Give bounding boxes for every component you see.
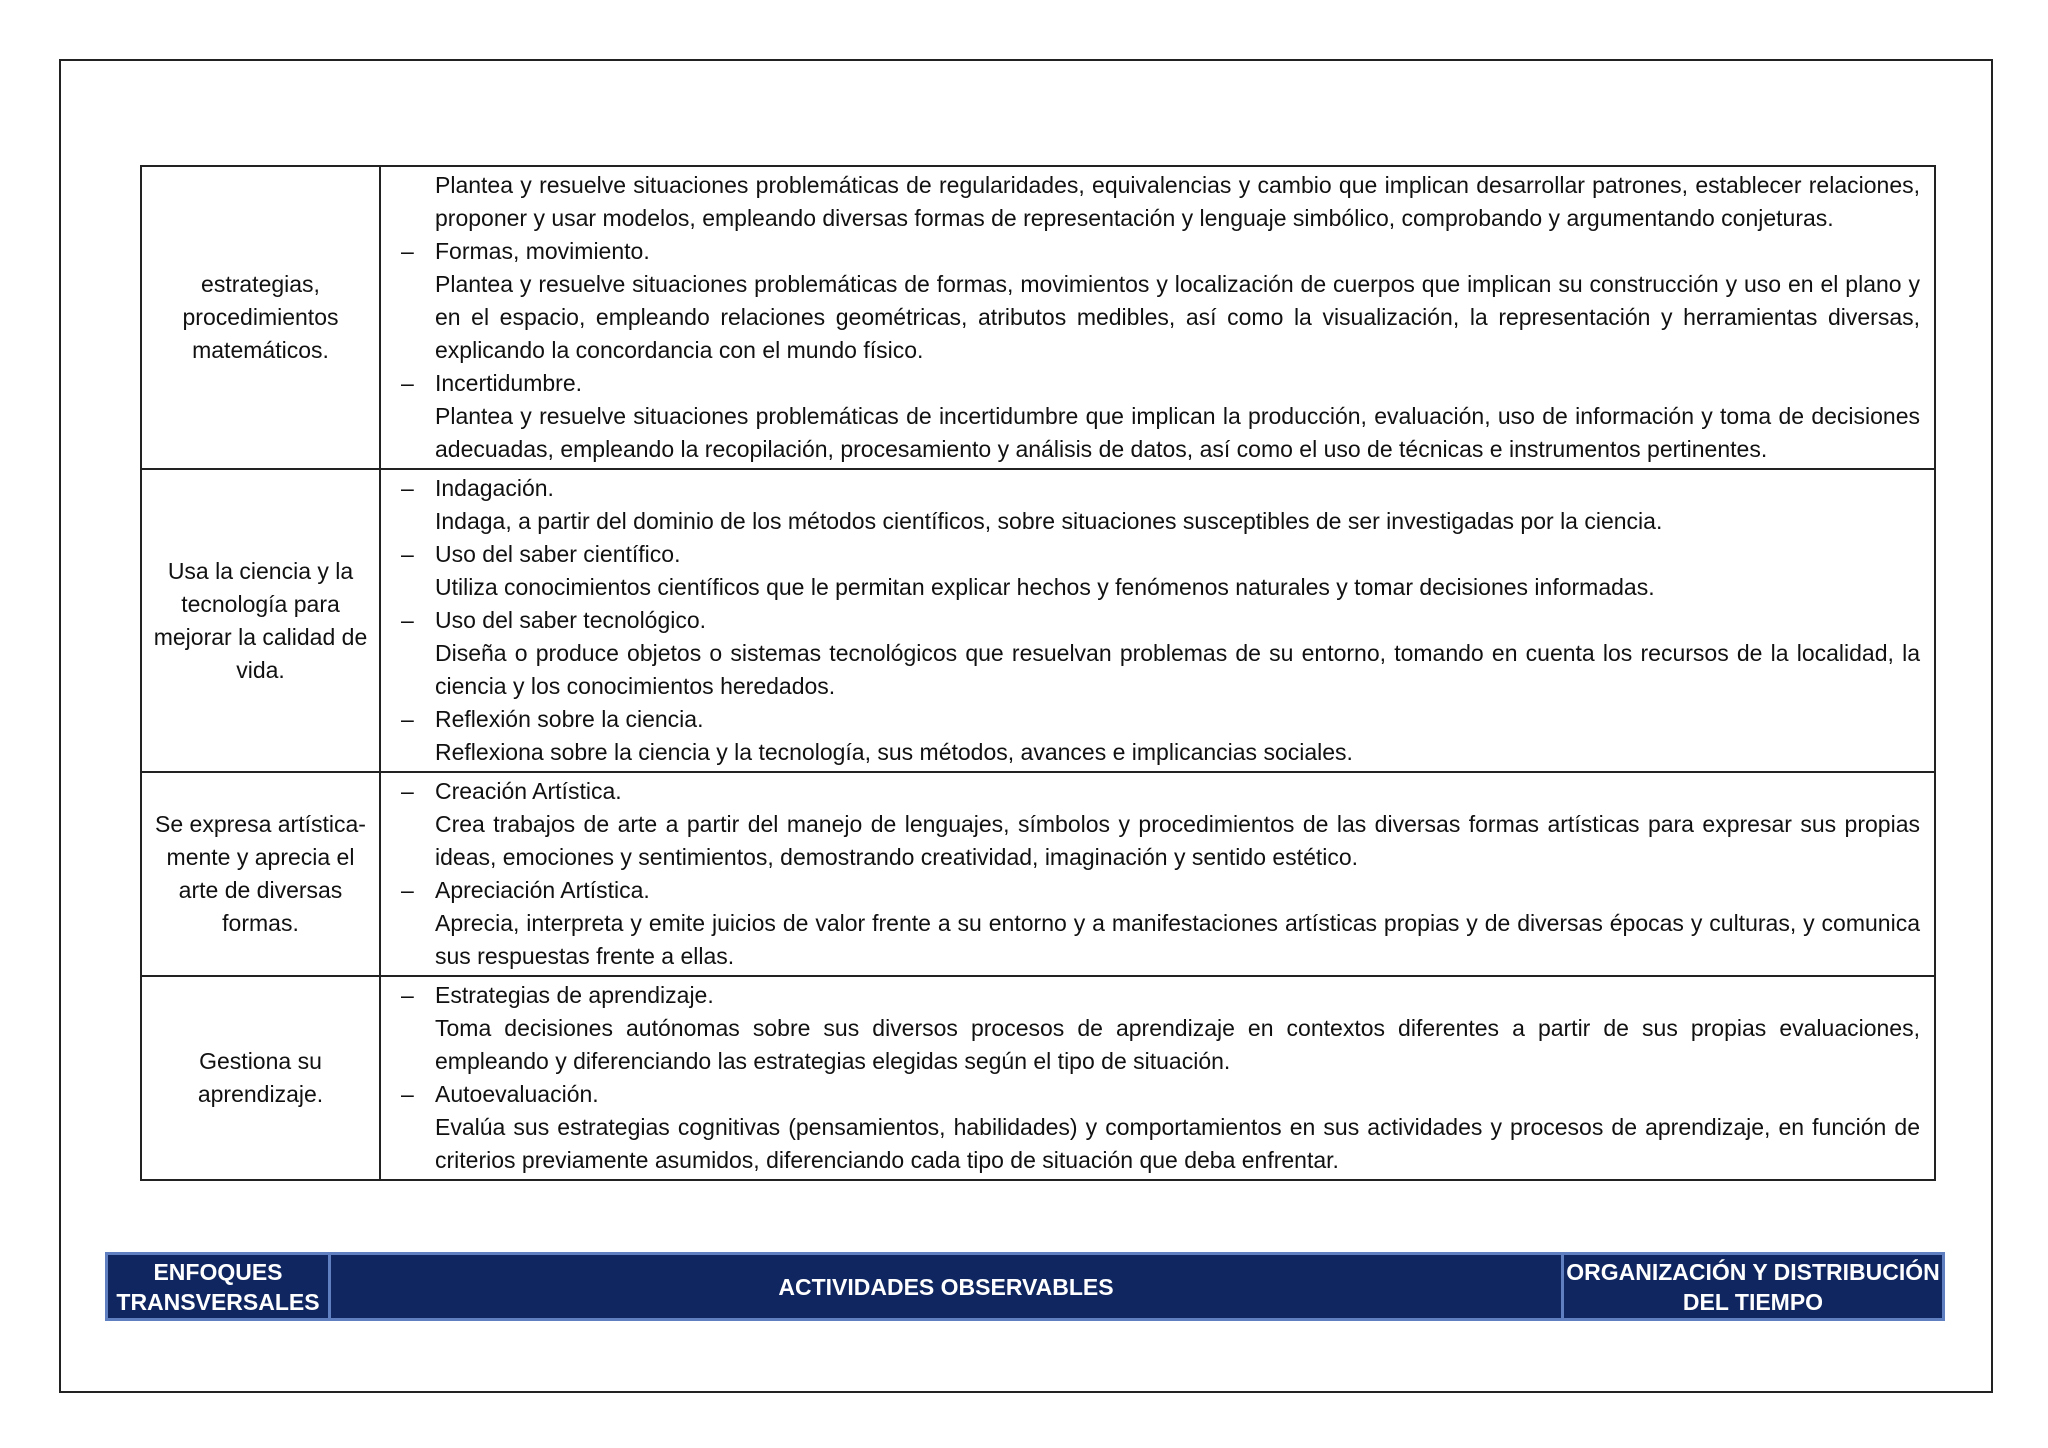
capacity-item (395, 472, 1920, 538)
capacity-title: Uso del saber tecnológico. (435, 607, 707, 633)
competency-name: Gestiona su aprendizaje. (141, 976, 380, 1180)
bullet-dash: – (401, 1081, 414, 1107)
capacity-item (395, 169, 1920, 235)
header-enfoques-transversales: ENFOQUES TRANSVERSALES (108, 1255, 331, 1318)
capacity-text: Plantea y resuelve situaciones problemáticas de regularidades, equivalencias y cambio que implican desarrollar patrones, establecer relaciones, proponer y usar modelos, empleando diversas formas de representación y lenguaje simbólico, comprobando y argumentando conjeturas. (435, 172, 1920, 231)
capacity-item (395, 703, 1920, 769)
bullet-dash: – (401, 607, 414, 633)
capacity-text: Evalúa sus estrategias cognitivas (pensamientos, habilidades) y comportamientos en sus actividades y procesos de aprendizaje, en función de criterios previamente asumidos, diferenciando cada tipo de situación que deba enfrentar. (435, 1114, 1920, 1173)
capacity-title: Apreciación Artística. (435, 877, 650, 903)
bullet-dash: – (401, 982, 414, 1008)
capacity-text: Indaga, a partir del dominio de los métodos científicos, sobre situaciones susceptibles de ser investigadas por la ciencia. (435, 508, 1663, 534)
capacity-title: Formas, movimiento. (435, 238, 650, 264)
capacity-text: Utiliza conocimientos científicos que le permitan explicar hechos y fenómenos naturales y tomar decisiones informadas. (435, 574, 1655, 600)
capacity-item (395, 367, 1920, 466)
capacity-item (395, 775, 1920, 874)
table-row (141, 772, 1935, 976)
capacity-title: Creación Artística. (435, 778, 622, 804)
competency-name: estrategias, procedimientos matemáticos. (141, 166, 380, 469)
capacity-text: Diseña o produce objetos o sistemas tecnológicos que resuelvan problemas de su entorno, tomando en cuenta los recursos de la localidad, la ciencia y los conocimientos heredados. (435, 640, 1920, 699)
capacity-item (395, 1078, 1920, 1177)
bullet-dash: – (401, 475, 414, 501)
capacity-text: Toma decisiones autónomas sobre sus diversos procesos de aprendizaje en contextos diferentes a partir de sus propias evaluaciones, empleando y diferenciando las estrategias elegidas según el tipo de situación. (435, 1015, 1920, 1074)
competency-name: Se expresa artística-mente y aprecia el arte de diversas formas. (141, 772, 380, 976)
competency-description (380, 166, 1935, 469)
capacity-title: Estrategias de aprendizaje. (435, 982, 714, 1008)
capacity-title: Incertidumbre. (435, 370, 583, 396)
bullet-dash: – (401, 778, 414, 804)
capacity-text: Reflexiona sobre la ciencia y la tecnología, sus métodos, avances e implicancias sociales. (435, 739, 1353, 765)
capacity-text: Crea trabajos de arte a partir del manejo de lenguajes, símbolos y procedimientos de las diversas formas artísticas para expresar sus propias ideas, emociones y sentimientos, demostrando creatividad, imaginación y sentido estético. (435, 811, 1920, 870)
capacity-title: Indagación. (435, 475, 554, 501)
header-actividades-observables: ACTIVIDADES OBSERVABLES (331, 1255, 1564, 1318)
table-row (141, 166, 1935, 469)
activities-header (105, 1252, 1945, 1321)
competency-description (380, 772, 1935, 976)
capacity-title: Reflexión sobre la ciencia. (435, 706, 704, 732)
capacity-title: Uso del saber científico. (435, 541, 681, 567)
capacity-item (395, 979, 1920, 1078)
capacity-text: Aprecia, interpreta y emite juicios de valor frente a su entorno y a manifestaciones artísticas propias y de diversas épocas y culturas, y comunica sus respuestas frente a ellas. (435, 910, 1920, 969)
table-row (141, 469, 1935, 772)
capacity-text: Plantea y resuelve situaciones problemáticas de formas, movimientos y localización de cuerpos que implican su construcción y uso en el plano y en el espacio, empleando relaciones geométricas, atributos medibles, así como la visualización, la representación y herramientas diversas, explicando la concordancia con el mundo físico. (435, 271, 1920, 363)
bullet-dash: – (401, 541, 414, 567)
competency-description (380, 469, 1935, 772)
competency-description (380, 976, 1935, 1180)
bullet-dash: – (401, 877, 414, 903)
capacity-item (395, 874, 1920, 973)
capacity-item (395, 538, 1920, 604)
bullet-dash: – (401, 706, 414, 732)
competency-name: Usa la ciencia y la tecnología para mejorar la calidad de vida. (141, 469, 380, 772)
capacity-item (395, 604, 1920, 703)
header-organizacion-tiempo: ORGANIZACIÓN Y DISTRIBUCIÓN DEL TIEMPO (1566, 1258, 1940, 1315)
competencies-table (140, 165, 1936, 1181)
bullet-dash: – (401, 238, 414, 264)
table-row (141, 976, 1935, 1180)
capacity-text: Plantea y resuelve situaciones problemáticas de incertidumbre que implican la producción, evaluación, uso de información y toma de decisiones adecuadas, empleando la recopilación, procesamiento y análisis de datos, así como el uso de técnicas e instrumentos pertinentes. (435, 403, 1920, 462)
bullet-dash: – (401, 370, 414, 396)
capacity-title: Autoevaluación. (435, 1081, 599, 1107)
capacity-item (395, 235, 1920, 367)
